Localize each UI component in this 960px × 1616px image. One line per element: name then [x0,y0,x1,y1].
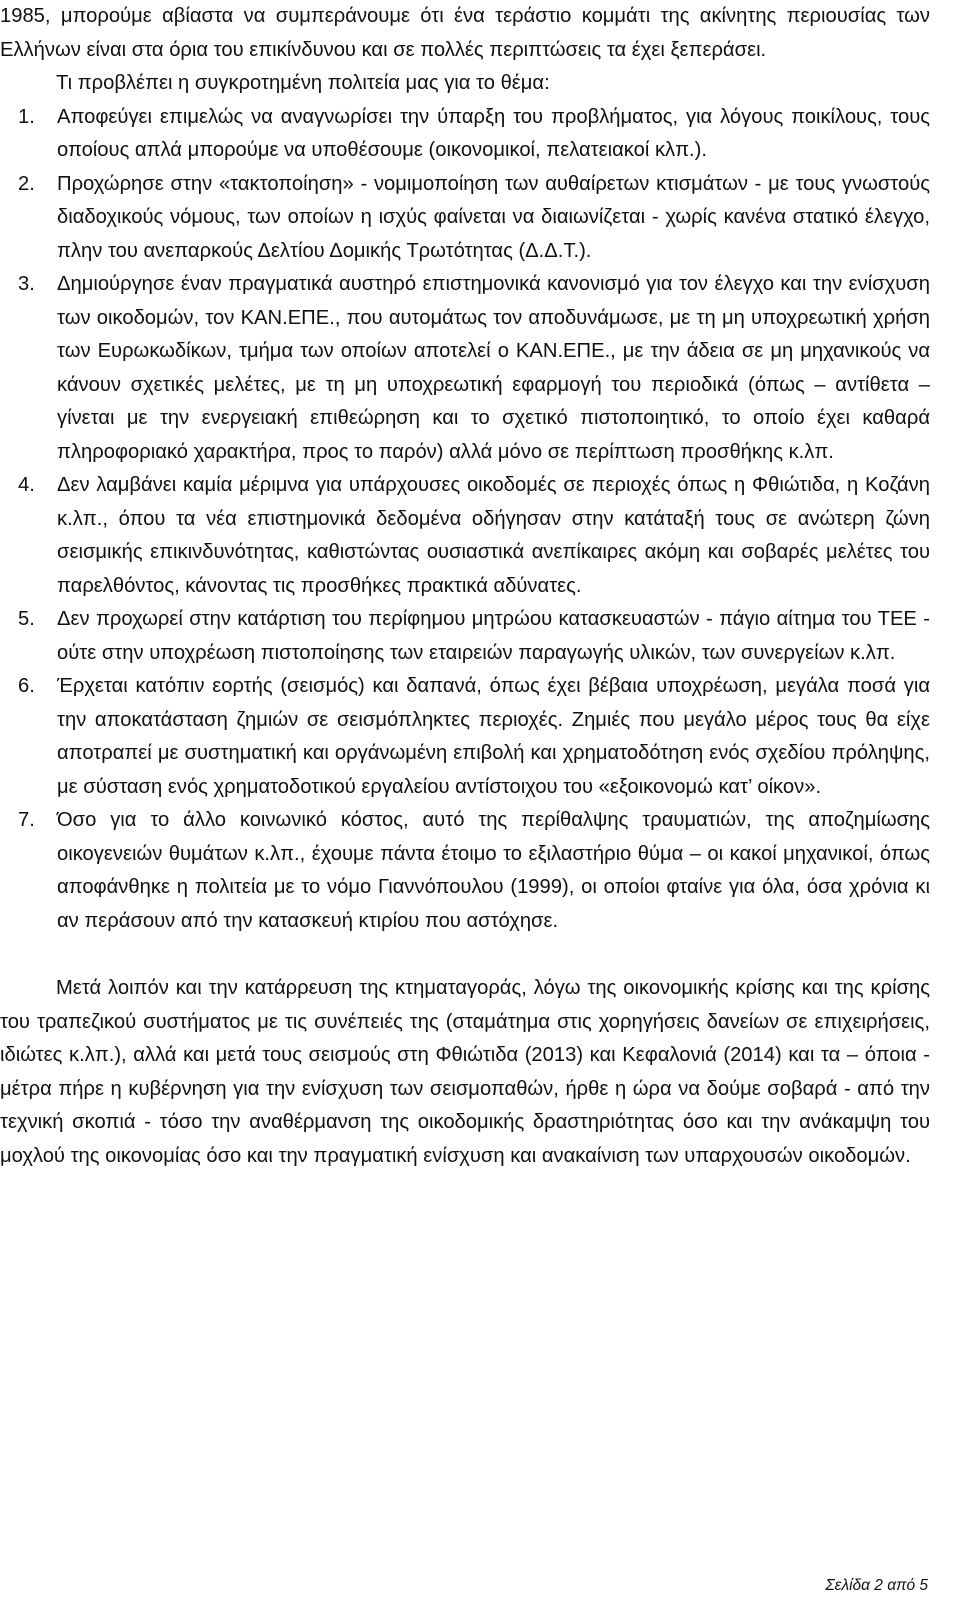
list-item-number: 1. [18,105,35,128]
list-item [0,268,930,469]
list-item-text: Έρχεται κατόπιν εορτής (σεισμός) και δαπανά, όπως έχει βέβαια υποχρέωση, μεγάλα ποσά για την αποκατάσταση ζημιών σε σεισμόπληκτες περιοχές. Ζημιές που μεγάλο μέρος τους θα είχε αποτραπεί με συστηματική και οργάνωμένη επιβολή και χρηματοδότηση ενός σχεδίου πρόληψης, με σύσταση ενός χρηματοδοτικού εργαλείου αντίστοιχου του «εξοικονομώ κατ’ οίκον». [57,675,930,798]
list-item [0,168,930,269]
list-item-text: Δημιούργησε έναν πραγματικά αυστηρό επιστημονικά κανονισμό για τον έλεγχο και την ενίσχυση των οικοδομών, τον ΚΑΝ.ΕΠΕ., που αυτομάτως τον αποδυνάμωσε, με τη μη υποχρεωτική χρήση των Ευρωκωδίκων, τμήμα των οποίων αποτελεί ο ΚΑΝ.ΕΠΕ., με την άδεια σε μη μηχανικούς να κάνουν σχετικές μελέτες, με τη μη υποχρεωτική εφαρμογή του περιοδικά (όπως – αντίθετα – γίνεται με την ενεργειακή επιθεώρηση και το σχετικό πιστοποιητικό, το οποίο έχει καθαρά πληροφοριακό χαρακτήρα, προς το παρόν) αλλά μόνο σε περίπτωση προσθήκης κ.λπ. [57,273,930,463]
list-item-number: 7. [18,809,35,831]
list-item-text: Δεν λαμβάνει καμία μέριμνα για υπάρχουσες οικοδομές σε περιοχές όπως η Φθιώτιδα, η Κοζάνη κ.λπ., όπου τα νέα επιστημονικά δεδομένα οδήγησαν στην κατάταξή τους σε ανώτερη ζώνη σεισμικής επικινδυνότητας, καθιστώντας ουσιαστικά ανεπίκαιρες ακόμη και σοβαρές μελέτες του παρελθόντος, κάνοντας τις προσθήκες πρακτικά αδύνατες. [57,474,930,597]
intro-line: Τι προβλέπει η συγκροτημένη πολιτεία μας για το θέμα: [56,72,550,94]
numbered-list [0,101,930,939]
list-item [0,603,930,670]
list-item-number: 4. [18,474,35,496]
list-item-number: 2. [18,172,35,195]
closing-paragraph: Μετά λοιπόν και την κατάρρευση της κτηματαγοράς, λόγω της οικονομικής κρίσης και της κρίσης του τραπεζικού συστήματος με τις συνέπειές της (σταμάτημα στις χορηγήσεις δανείων σε επιχειρήσεις, ιδιώτες κ.λπ.), αλλά και μετά τους σεισμούς στη Φθιώτιδα (2013) και Κεφαλονιά (2014) και τα – όποια - μέτρα πήρε η κυβέρνηση για την ενίσχυση των σεισμοπαθών, ήρθε η ώρα να δούμε σοβαρά - από την τεχνική σκοπιά - τόσο την αναθέρμανση της οικοδομικής δραστηριότητας όσο και την ανάκαμψη του μοχλού της οικονομίας όσο και την πραγματική ενίσχυση και ανακαίνιση των υπαρχουσών οικοδομών. [0,977,930,1167]
list-item [0,804,930,938]
lead-paragraph: 1985, μπορούμε αβίαστα να συμπεράνουμε ότι ένα τεράστιο κομμάτι της ακίνητης περιουσίας των Ελλήνων είναι στα όρια του επικίνδυνου και σε πολλές περιπτώσεις τα έχει ξεπεράσει. [0,5,930,61]
paragraph-spacer [0,938,930,972]
list-item-text: Όσο για το άλλο κοινωνικό κόστος, αυτό της περίθαλψης τραυματιών, της αποζημίωσης οικογενειών θυμάτων κ.λπ., έχουμε πάντα έτοιμο το εξιλαστήριο θύμα – οι κακοί μηχανικοί, όπως αποφάνθηκε η πολιτεία με το νόμο Γιαννόπουλου (1999), οι οποίοι φταίνε για όλα, όσα χρόνια κι αν περάσουν από την κατασκευή κτιρίου που αστόχησε. [57,809,930,932]
list-item [0,670,930,804]
list-item [0,469,930,603]
list-item [0,101,930,168]
page-number-footer: Σελίδα 2 από 5 [825,1577,928,1594]
list-item-text: Δεν προχωρεί στην κατάρτιση του περίφημου μητρώου κατασκευαστών - πάγιο αίτημα του ΤΕΕ - ούτε στην υποχρέωση πιστοποίησης των εταιρειών παραγωγής υλικών, των συνεργείων κ.λπ. [57,608,930,664]
list-item-number: 5. [18,608,35,630]
list-item-number: 6. [18,675,35,697]
list-item-text: Προχώρησε στην «τακτοποίηση» - νομιμοποίηση των αυθαίρετων κτισμάτων - με τους γνωστούς διαδοχικούς νόμους, των οποίων η ισχύς φαίνεται να διαιωνίζεται - χωρίς κανένα στατικό έλεγχο, πλην του ανεπαρκούς Δελτίου Δομικής Τρωτότητας (Δ.Δ.Τ.). [57,172,930,262]
list-item-text: Αποφεύγει επιμελώς να αναγνωρίσει την ύπαρξη του προβλήματος, για λόγους ποικίλους, τους οποίους απλά μπορούμε να υποθέσουμε (οικονομικοί, πελατειακοί κλπ.). [57,105,930,161]
list-item-number: 3. [18,273,35,295]
